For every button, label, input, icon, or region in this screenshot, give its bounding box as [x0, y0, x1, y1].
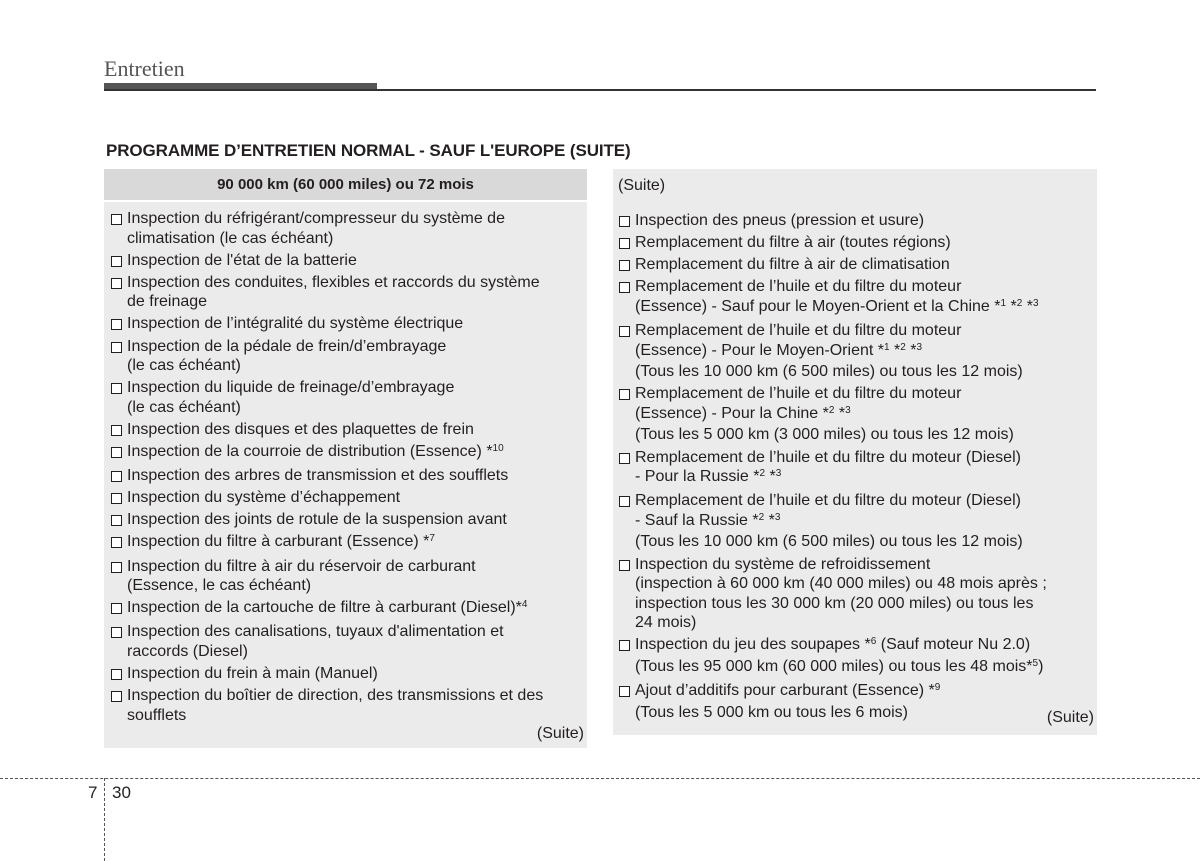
checklist-item [110, 442, 584, 464]
checklist-item-text: raccords (Diesel) [127, 642, 248, 660]
checklist-item [110, 378, 584, 417]
left-checklist [110, 209, 584, 728]
checklist-item-text: (Tous les 95 000 km (60 000 miles) ou tous les 48 mois*$^5$) [635, 657, 1044, 675]
checklist-item-text: Remplacement du filtre à air de climatisation [635, 256, 950, 274]
checklist-item-text: Inspection du filtre à air du réservoir de carburant [127, 557, 476, 575]
checkbox-icon [619, 686, 630, 697]
checklist-item-text: Inspection des joints de rotule de la suspension avant [127, 511, 507, 529]
checklist-item [618, 681, 1096, 722]
page-number: 30 [112, 783, 131, 802]
checklist-item [110, 598, 584, 620]
checklist-item-text: Inspection du système de refroidissement [635, 555, 931, 573]
checklist-item [110, 251, 584, 271]
checklist-item [110, 488, 584, 508]
checkbox-icon [619, 640, 630, 651]
checklist-item-text: (le cas échéant) [127, 357, 241, 375]
checklist-item-text: Remplacement de l’huile et du filtre du moteur [635, 278, 962, 296]
checklist-item-text: climatisation (le cas échéant) [127, 229, 334, 247]
checklist-item-text: (inspection à 60 000 km (40 000 miles) ou 48 mois après ; [635, 575, 1047, 593]
checklist-item-text: Inspection des arbres de transmission et des soufflets [127, 467, 509, 485]
checkbox-icon [111, 537, 122, 548]
checkbox-icon [111, 256, 122, 267]
checkbox-icon [111, 471, 122, 482]
checklist-item-text: Inspection du jeu des soupapes *$^6$ (Sauf moteur Nu 2.0) [635, 636, 1031, 654]
header-rule [104, 89, 1096, 91]
checklist-item-text: Remplacement du filtre à air (toutes régions) [635, 234, 951, 252]
checkbox-icon [619, 560, 630, 571]
section-title: PROGRAMME D’ENTRETIEN NORMAL - SAUF L'EUROPE (SUITE) [106, 141, 631, 160]
checklist-item [110, 273, 584, 312]
checklist-item [618, 491, 1096, 552]
footer-divider [0, 778, 1200, 779]
checkbox-icon [111, 669, 122, 680]
footer-margin-line [104, 778, 105, 861]
checklist-item [110, 466, 584, 486]
left-column [104, 169, 587, 748]
checklist-item-text: Inspection du frein à main (Manuel) [127, 664, 378, 682]
checklist-item [110, 337, 584, 376]
checklist-item-text: Inspection du liquide de freinage/d’embrayage [127, 379, 455, 397]
header-title: Entretien [104, 56, 185, 81]
checkbox-icon [111, 691, 122, 702]
continued-from-note: (Suite) [618, 177, 666, 194]
checklist-item-text: Inspection des disques et des plaquettes de frein [127, 420, 474, 438]
checkbox-icon [111, 214, 122, 225]
checklist-item-text: Inspection de la courroie de distribution (Essence) *$^{10}$ [127, 443, 504, 461]
checkbox-icon [111, 425, 122, 436]
checklist-item-text: (Essence) - Sauf pour le Moyen-Orient et la Chine *$^1$ *$^2$ *$^3$ [635, 297, 1039, 315]
checkbox-icon [111, 493, 122, 504]
checkbox-icon [111, 515, 122, 526]
checklist-item-text: Inspection du système d’échappement [127, 489, 401, 507]
checklist-item-text: Inspection des canalisations, tuyaux d'alimentation et [127, 623, 504, 641]
checklist-item-text: Remplacement de l’huile et du filtre du moteur (Diesel) [635, 492, 1021, 510]
checklist-item [110, 510, 584, 530]
checklist-item [110, 209, 584, 248]
checkbox-icon [111, 562, 122, 573]
checklist-item-text: (Essence) - Pour la Chine *$^2$ *$^3$ [635, 404, 851, 422]
checklist-item-text: Inspection de la pédale de frein/d’embrayage [127, 337, 447, 355]
checklist-item-text: Inspection des pneus (pression et usure) [635, 212, 925, 229]
checklist-item-text: (Tous les 5 000 km (3 000 miles) ou tous les 12 mois) [635, 426, 1014, 444]
checklist-item [618, 448, 1096, 489]
checklist-item-text: Inspection de l’intégralité du système électrique [127, 315, 464, 333]
checklist-item-text: - Sauf la Russie *$^2$ *$^3$ [635, 511, 781, 529]
checkbox-icon [111, 447, 122, 458]
checklist-item [618, 211, 1096, 231]
checkbox-icon [111, 342, 122, 353]
right-column [613, 169, 1097, 735]
checkbox-icon [619, 453, 630, 464]
checklist-item-text: 24 mois) [635, 614, 697, 632]
checklist-item-text: (Tous les 10 000 km (6 500 miles) ou tous les 12 mois) [635, 363, 1023, 381]
checklist-item-text: Inspection de l'état de la batterie [127, 251, 357, 269]
checklist-item-text: inspection tous les 30 000 km (20 000 miles) ou tous les [635, 594, 1034, 612]
checklist-item [618, 321, 1096, 382]
checklist-item-text: Ajout d’additifs pour carburant (Essence) *$^9$ [635, 682, 941, 700]
checklist-item-text: (Tous les 10 000 km (6 500 miles) ou tous les 12 mois) [635, 533, 1023, 551]
checkbox-icon [619, 282, 630, 293]
checkbox-icon [111, 627, 122, 638]
checklist-item-text: Inspection du filtre à carburant (Essence) *$^7$ [127, 533, 435, 551]
checklist-item-text: (le cas échéant) [127, 398, 241, 416]
checklist-item [110, 622, 584, 661]
checkbox-icon [111, 319, 122, 330]
checklist-item [110, 532, 584, 554]
checklist-item-text: - Pour la Russie *$^2$ *$^3$ [635, 468, 782, 486]
checklist-item-text: Inspection du boîtier de direction, des transmissions et des [127, 687, 544, 705]
checkbox-icon [619, 326, 630, 337]
checklist-item-text: Inspection de la cartouche de filtre à carburant (Diesel)*$^4$ [127, 599, 528, 617]
checklist-item [618, 233, 1096, 253]
checklist-item [110, 664, 584, 684]
checkbox-icon [111, 383, 122, 394]
checklist-item [618, 277, 1096, 318]
checklist-item [110, 314, 584, 334]
checklist-item [110, 557, 584, 596]
interval-heading: 90 000 km (60 000 miles) ou 72 mois [104, 169, 587, 202]
checklist-item-text: (Tous les 5 000 km ou tous les 6 mois) [635, 703, 909, 721]
checklist-item-text: Inspection du réfrigérant/compresseur du système de [127, 210, 505, 227]
checklist-item-text: soufflets [127, 706, 187, 724]
chapter-number: 7 [88, 783, 98, 802]
checklist-item [618, 555, 1096, 633]
checkbox-icon [619, 238, 630, 249]
checkbox-icon [619, 496, 630, 507]
checklist-item-text: (Essence) - Pour le Moyen-Orient *$^1$ *$^2$ *$^3$ [635, 341, 923, 359]
continued-note: (Suite) [1046, 709, 1094, 726]
checkbox-icon [111, 278, 122, 289]
checkbox-icon [619, 389, 630, 400]
checklist-item [618, 635, 1096, 678]
checkbox-icon [619, 260, 630, 271]
checkbox-icon [619, 216, 630, 227]
checklist-item [110, 686, 584, 725]
checklist-item-text: Remplacement de l’huile et du filtre du moteur [635, 321, 962, 339]
checklist-item-text: de freinage [127, 293, 208, 311]
checklist-item [618, 384, 1096, 445]
continued-note: (Suite) [536, 725, 584, 742]
checklist-item-text: Inspection des conduites, flexibles et raccords du système [127, 273, 540, 291]
right-checklist [618, 211, 1096, 725]
checklist-item [618, 255, 1096, 275]
checklist-item-text: Remplacement de l’huile et du filtre du moteur (Diesel) [635, 448, 1021, 466]
checklist-item-text: (Essence, le cas échéant) [127, 577, 312, 595]
checklist-item [110, 420, 584, 440]
checklist-item-text: Remplacement de l’huile et du filtre du moteur [635, 385, 962, 403]
checkbox-icon [111, 603, 122, 614]
